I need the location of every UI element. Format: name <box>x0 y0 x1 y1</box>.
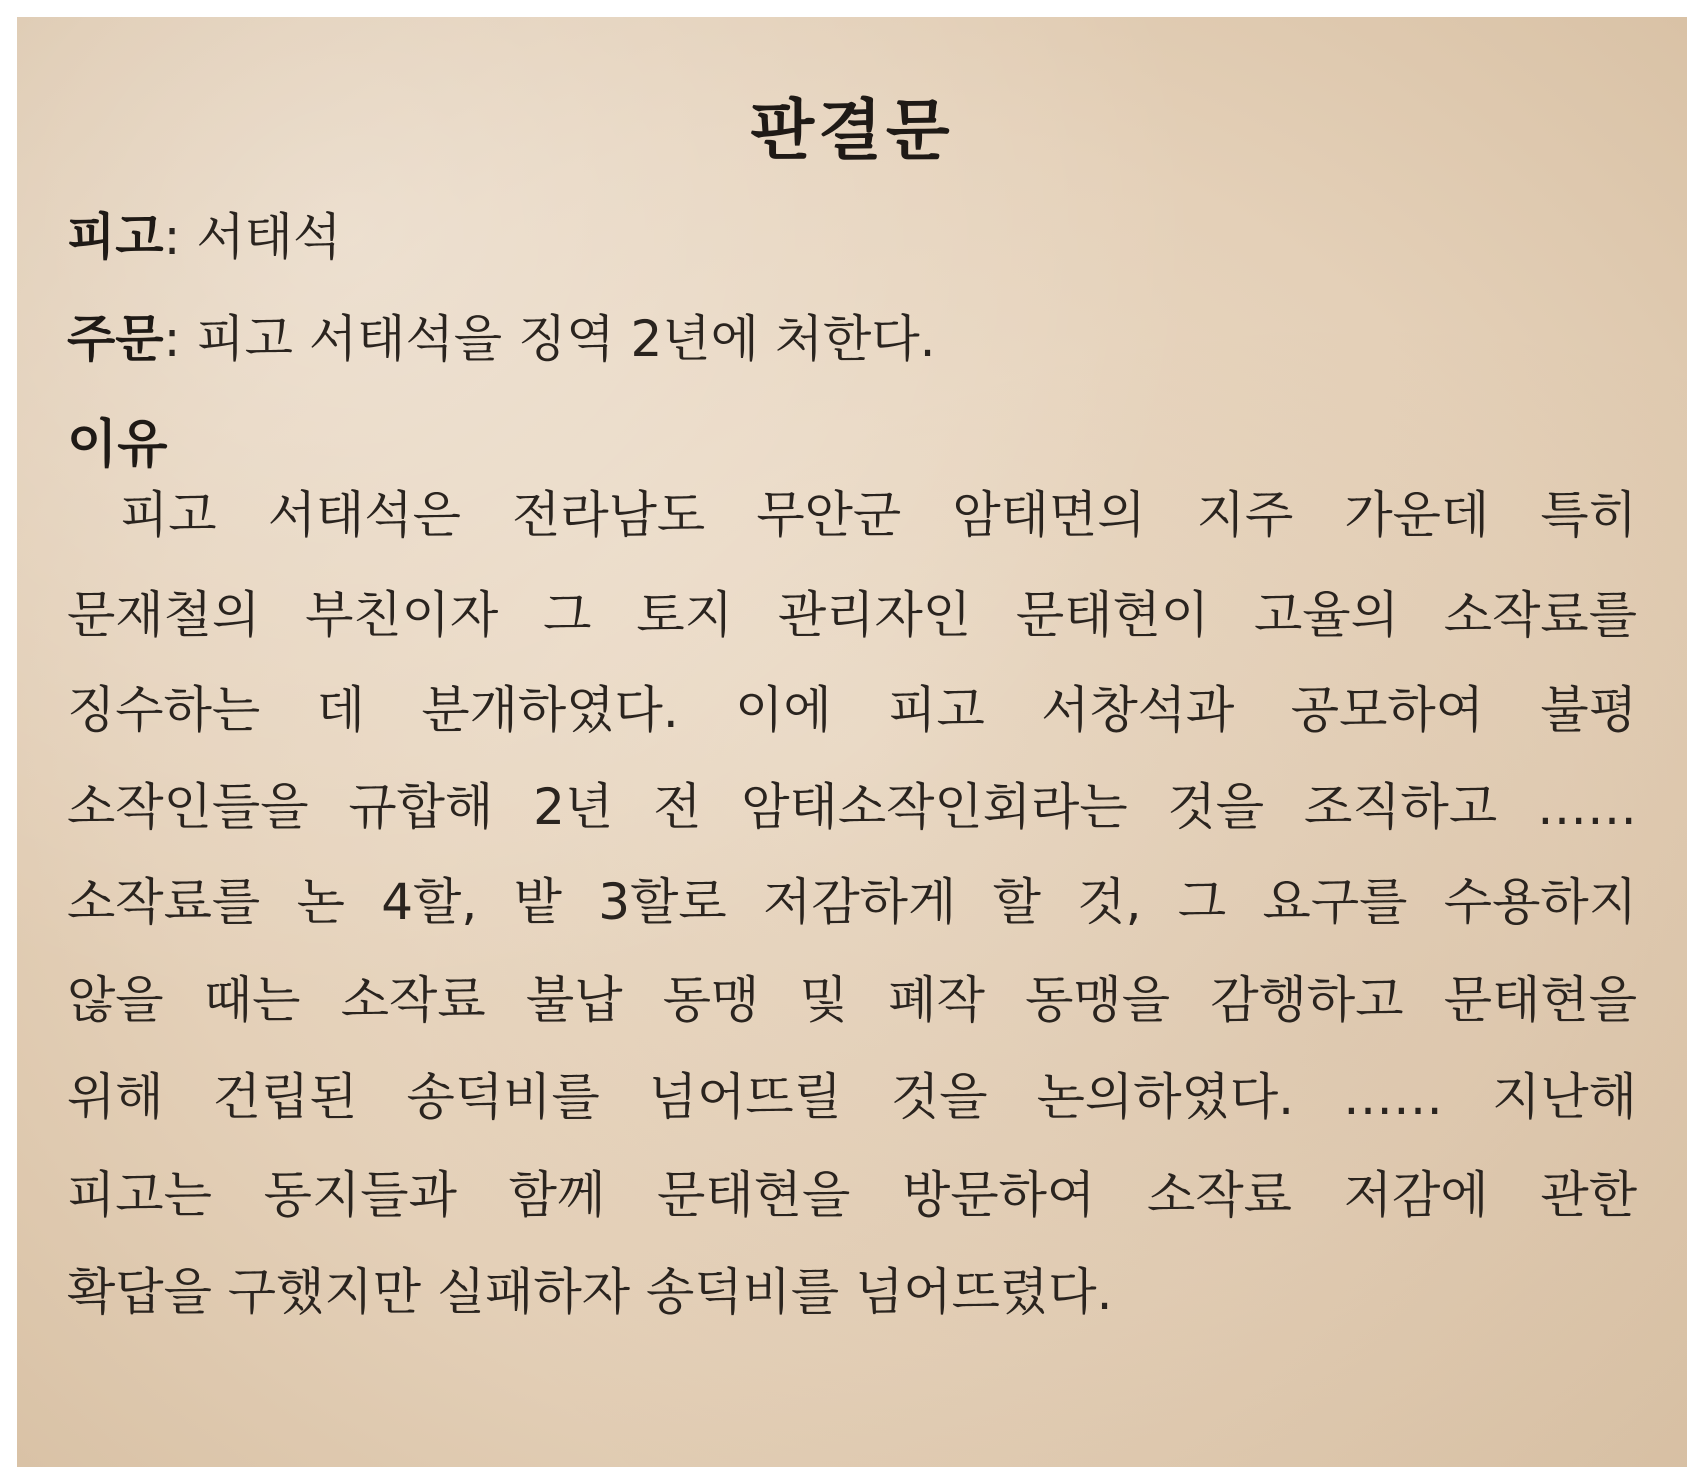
sentence-text: 피고 서태석을 징역 2년에 처한다. <box>196 310 936 368</box>
reason-line: 소작인들을 규합해 2년 전 암태소작인회라는 것을 조직하고 …… <box>67 778 1637 836</box>
reason-line: 피고 서태석은 전라남도 무안군 암태면의 지주 가운데 특히 <box>120 486 1637 544</box>
reason-line: 확답을 구했지만 실패하자 송덕비를 넘어뜨렸다. <box>67 1263 1113 1321</box>
reason-heading: 이유 <box>67 414 168 475</box>
defendant-separator: : <box>163 208 181 266</box>
reason-line: 징수하는 데 분개하였다. 이에 피고 서창석과 공모하여 불평 <box>67 681 1637 739</box>
reason-line: 않을 때는 소작료 불납 동맹 및 폐작 동맹을 감행하고 문태현을 <box>67 971 1637 1029</box>
reason-line: 문재철의 부친이자 그 토지 관리자인 문태현이 고율의 소작료를 <box>67 586 1637 644</box>
sentence-label: 주문 <box>67 309 164 368</box>
reason-line: 위해 건립된 송덕비를 넘어뜨릴 것을 논의하였다. …… 지난해 <box>67 1068 1637 1126</box>
defendant-row <box>67 197 341 269</box>
sentence-separator: : <box>163 310 181 368</box>
sentence-row <box>67 299 936 371</box>
reason-line: 소작료를 논 4할, 밭 3할로 저감하게 할 것, 그 요구를 수용하지 <box>67 873 1637 931</box>
reason-line: 피고는 동지들과 함께 문태현을 방문하여 소작료 저감에 관한 <box>67 1166 1637 1224</box>
defendant-label: 피고 <box>67 207 164 266</box>
document-paper <box>17 17 1687 1467</box>
document-title: 판결문 <box>750 91 954 169</box>
defendant-name: 서태석 <box>196 208 342 266</box>
